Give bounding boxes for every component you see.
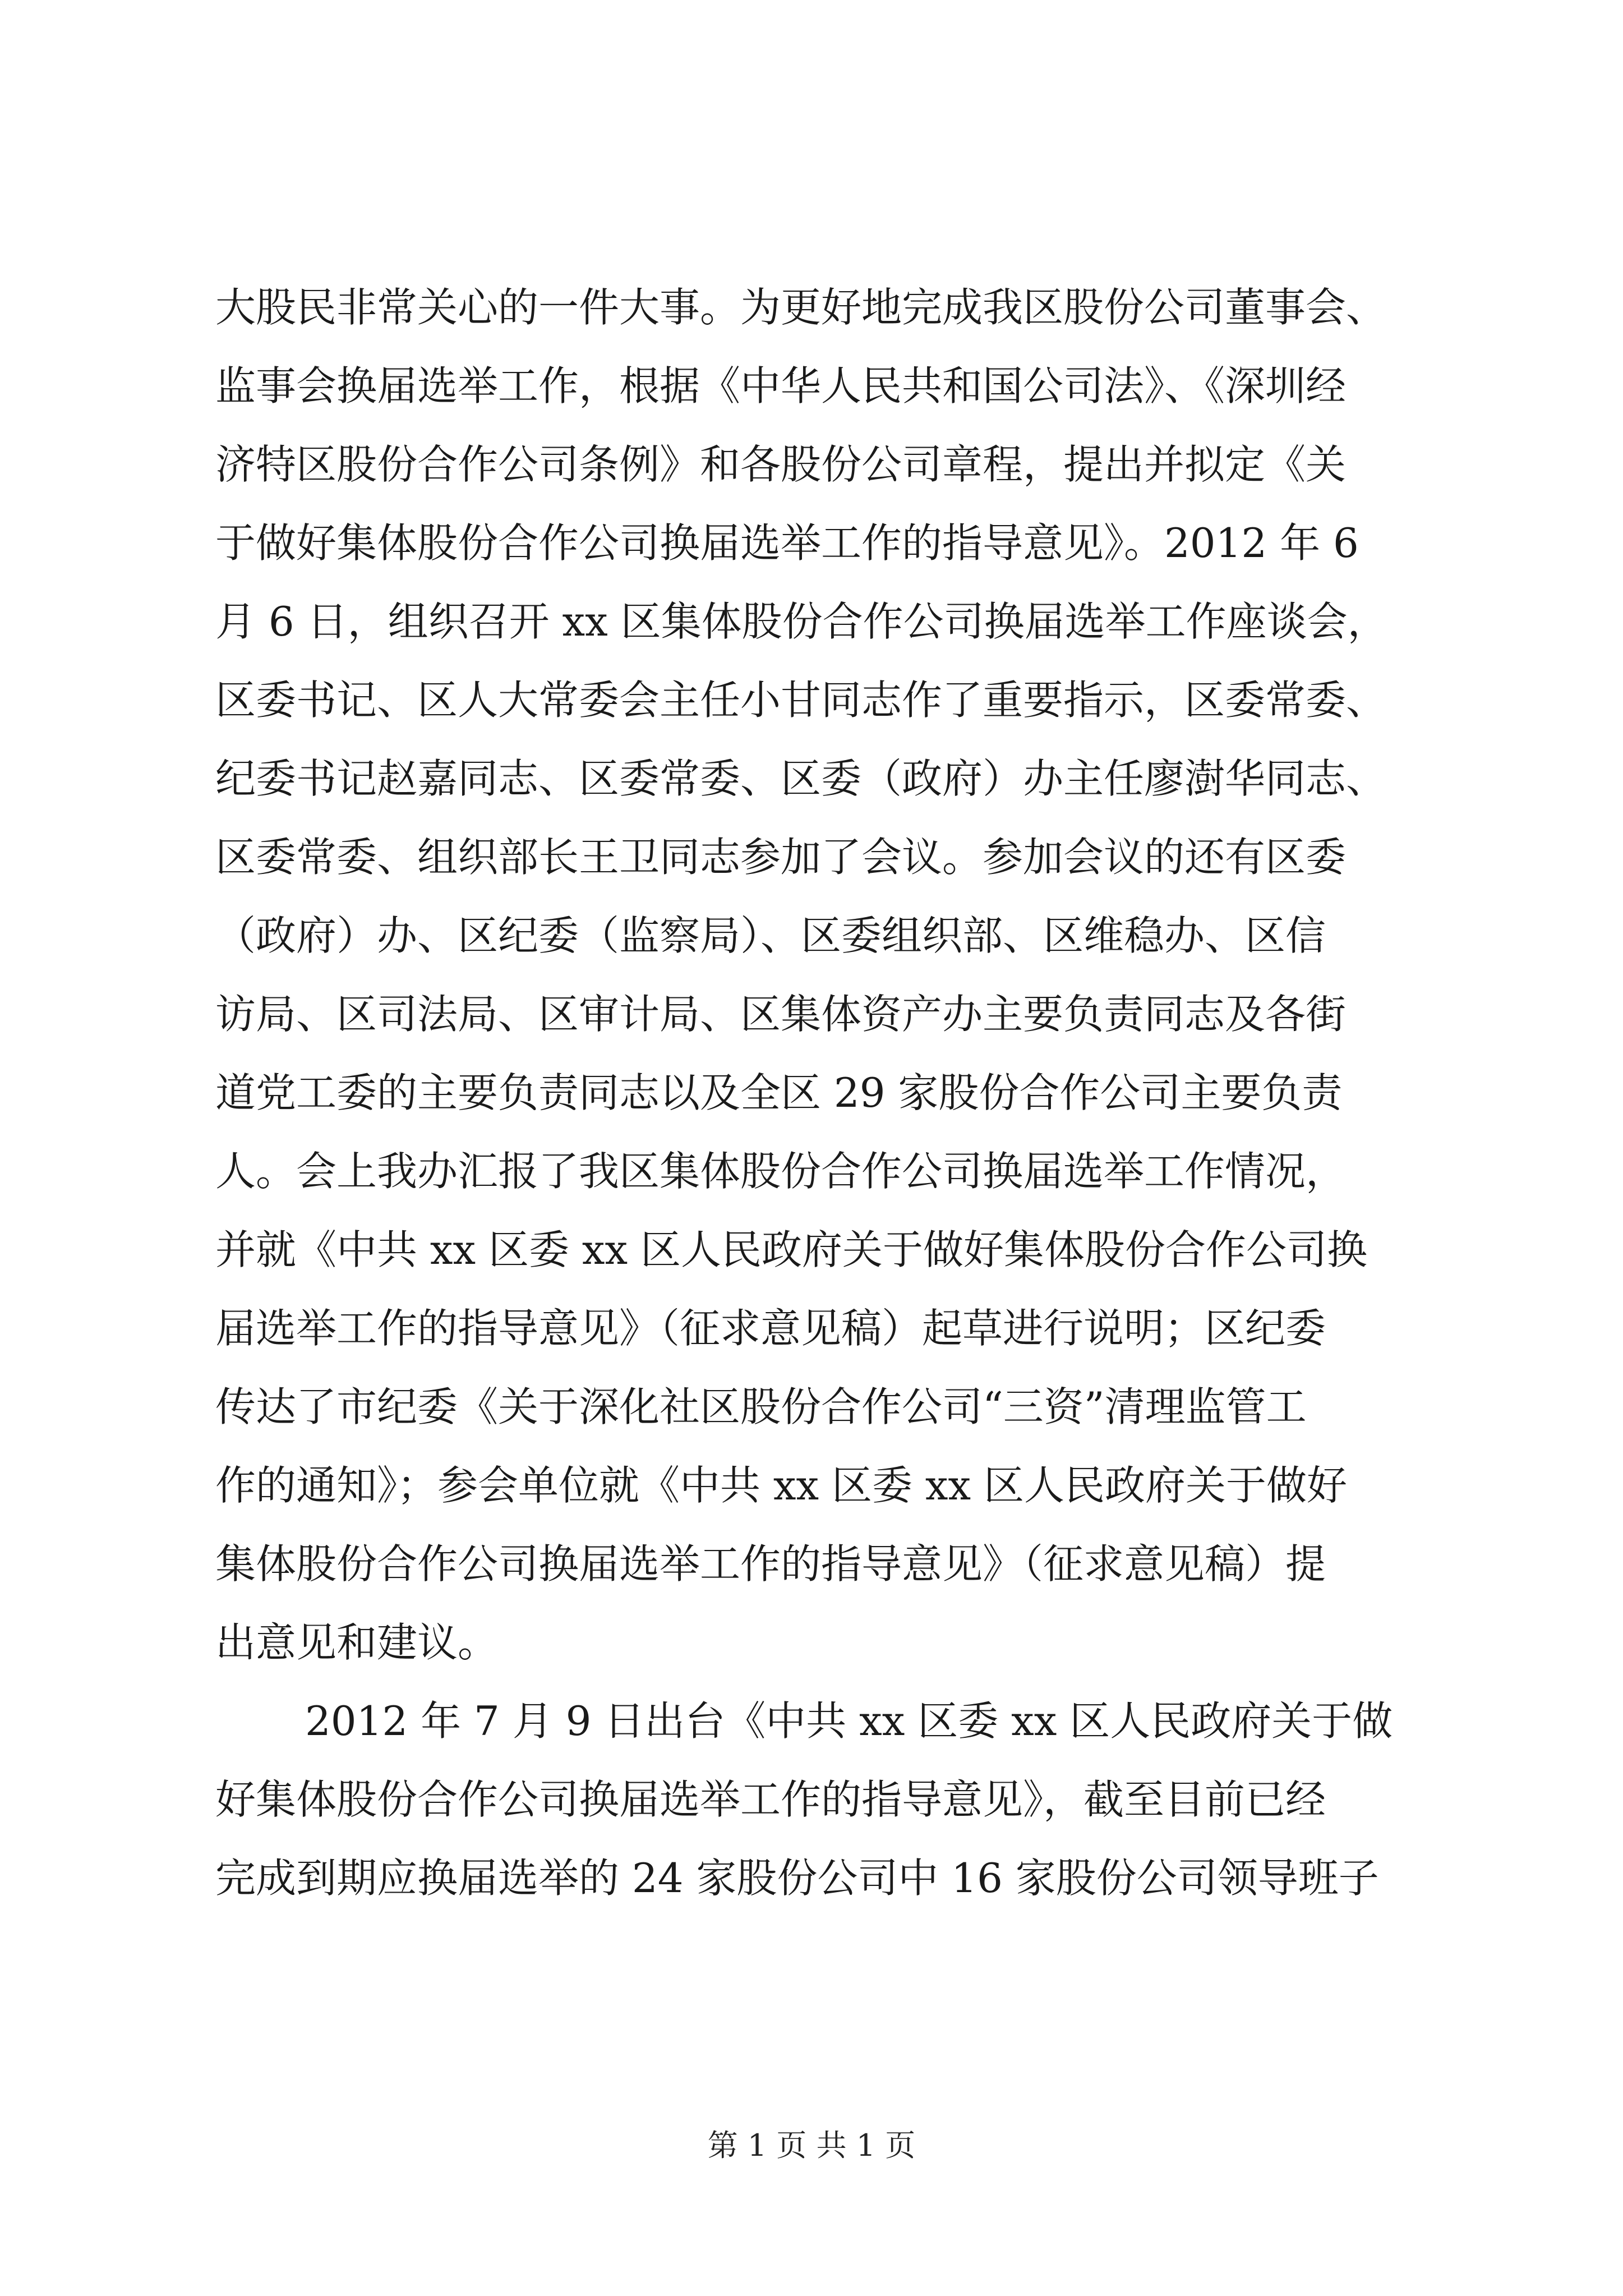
body-line-18: 出意见和建议。 — [215, 1619, 499, 1666]
body-line-19: 2012 年 7 月 9 日出台《中共 xx 区委 xx 区人民政府关于做 — [305, 1697, 1393, 1745]
body-line-15: 传达了市纪委《关于深化社区股份合作公司“三资”清理监管工 — [215, 1383, 1307, 1430]
body-line-4: 于做好集体股份合作公司换届选举工作的指导意见》。2012 年 6 — [215, 519, 1359, 567]
body-line-13: 并就《中共 xx 区委 xx 区人民政府关于做好集体股份合作公司换 — [215, 1226, 1367, 1273]
body-line-16: 作的通知》；参会单位就《中共 xx 区委 xx 区人民政府关于做好 — [215, 1462, 1347, 1509]
body-line-14: 届选举工作的指导意见》（征求意见稿）起草进行说明；区纪委 — [215, 1305, 1326, 1352]
body-line-12: 人。会上我办汇报了我区集体股份合作公司换届选举工作情况， — [215, 1148, 1347, 1195]
document-body — [215, 268, 1505, 1917]
body-line-10: 访局、区司法局、区审计局、区集体资产办主要负责同志及各街 — [215, 991, 1347, 1038]
body-line-11: 道党工委的主要负责同志以及全区 29 家股份合作公司主要负责 — [215, 1069, 1343, 1116]
body-line-6: 区委书记、区人大常委会主任小甘同志作了重要指示，区委常委、 — [215, 677, 1387, 724]
body-line-1: 大股民非常关心的一件大事。为更好地完成我区股份公司董事会、 — [215, 284, 1387, 331]
body-line-20: 好集体股份合作公司换届选举工作的指导意见》，截至目前已经 — [215, 1776, 1326, 1823]
body-line-7: 纪委书记赵嘉同志、区委常委、区委（政府）办主任廖澍华同志、 — [215, 755, 1387, 802]
body-line-2: 监事会换届选举工作，根据《中华人民共和国公司法》、《深圳经 — [215, 362, 1347, 409]
body-line-17: 集体股份合作公司换届选举工作的指导意见》（征求意见稿）提 — [215, 1540, 1326, 1588]
body-line-5: 月 6 日，组织召开 xx 区集体股份合作公司换届选举工作座谈会， — [215, 598, 1388, 645]
page-number-footer: 第 1 页 共 1 页 — [707, 2128, 916, 2163]
body-line-3: 济特区股份合作公司条例》和各股份公司章程，提出并拟定《关 — [215, 441, 1347, 488]
body-line-8: 区委常委、组织部长王卫同志参加了会议。参加会议的还有区委 — [215, 834, 1347, 881]
body-line-9: （政府）办、区纪委（监察局）、区委组织部、区维稳办、区信 — [215, 912, 1326, 959]
body-line-21: 完成到期应换届选举的 24 家股份公司中 16 家股份公司领导班子 — [215, 1855, 1379, 1902]
